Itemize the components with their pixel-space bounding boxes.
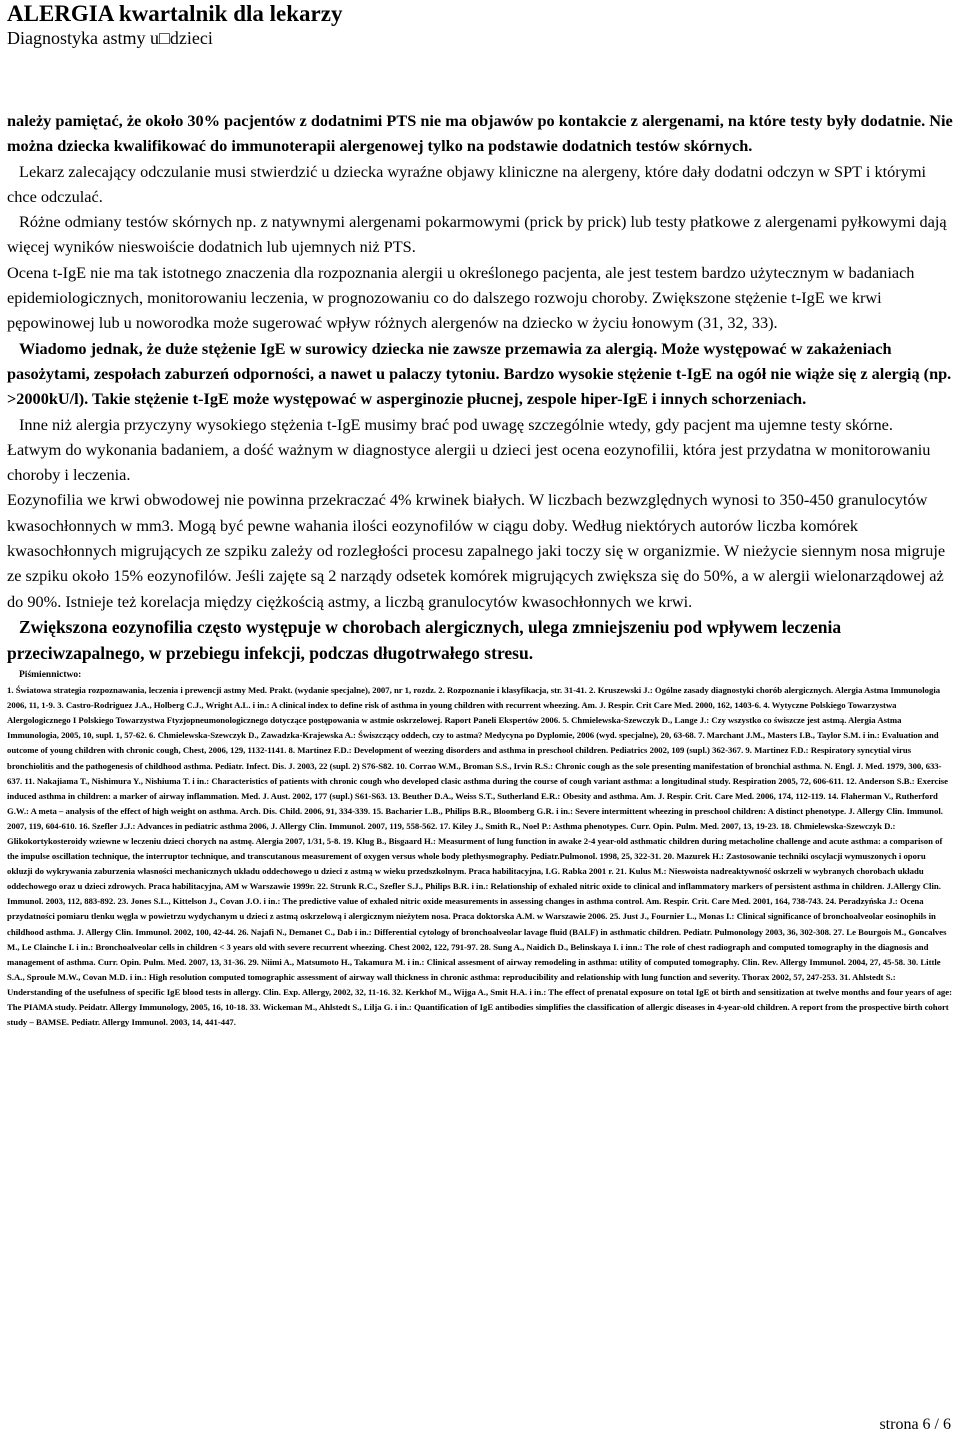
paragraph-6: Inne niż alergia przyczyny wysokiego stężenia t-IgE musimy brać pod uwagę szczególnie wtedy, gdy pacjent ma ujemne testy skórne.	[19, 414, 893, 434]
paragraph-2: Lekarz zalecający odczulanie musi stwierdzić u dziecka wyraźne objawy kliniczne na alergeny, które dały dodatni odczyn w SPT i którymi chce odczulać.	[7, 161, 927, 206]
paragraph-1: należy pamiętać, że około 30% pacjentów z dodatnimi PTS nie ma objawów po kontakcie z alergenami, na które testy były dodatnie. Nie można dziecka kwalifikować do immunoterapii alergenowej tylko na podstawie dodatnich testów skórnych.	[7, 111, 953, 156]
paragraph-5: Wiadomo jednak, że duże stężenie IgE w surowicy dziecka nie zawsze przemawia za alergią. Może występować w zakażeniach pasożytami, zespołach zaburzeń odporności, a nawet u palaczy tytoniu. Bardzo wysokie stężenie t-IgE na ogół nie wiąże się z alergią (np. >2000kU/l). Takie stężenie t-IgE może występować w asperginozie płucnej, zespole hiper-IgE i innych schorzeniach.	[7, 338, 952, 409]
page-header	[7, 0, 342, 49]
paragraph-4: Ocena t-IgE nie ma tak istotnego znaczenia dla rozpoznania alergii u określonego pacjenta, ale jest testem bardzo użytecznym w badaniach epidemiologicznych, monitorowaniu leczenia, w prognozowaniu co do dalszego rozwoju choroby. Zwiększone stężenie t-IgE we krwi pępowinowej lub u noworodka może sugerować wpływ różnych alergenów na dziecko w życiu łonowym (31, 32, 33).	[7, 262, 915, 333]
journal-title: ALERGIA kwartalnik dla lekarzy	[7, 1, 343, 26]
references-title: Piśmiennictwo:	[19, 669, 82, 680]
paragraph-7: Łatwym do wykonania badaniem, a dość ważnym w diagnostyce alergii u dzieci jest ocena eozynofilii, która jest przydatna w monitorowaniu choroby i leczenia.	[7, 439, 931, 485]
page-number: strona 6 / 6	[879, 1416, 951, 1433]
paragraph-8: Eozynofilia we krwi obwodowej nie powinna przekraczać 4% krwinek białych. W liczbach bezwzględnych wynosi to 350-450 granulocytów kwasochłonnych w mm3. Mogą być pewne wahania ilości eozynofilów w ciągu doby. Według niektórych autorów liczba komórek kwasochłonnych migrujących ze szpiku zależy od rozległości procesu zapalnego jaki toczy się w organizmie. W nieżycie siennym nosa migruje ze szpiku około 15% eozynofilów. Jeśli zajęte są 2 narządy odsetek komórek migrujących zwiększa się do 50%, a w alergii wielonarządowej aż do 90%. Istnieje też korelacja między ciężkością astmy, a liczbą granulocytów kwasochłonnych we krwi.	[7, 490, 946, 611]
paragraph-3: Różne odmiany testów skórnych np. z natywnymi alergenami pokarmowymi (prick by prick) lub testy płatkowe z alergenami pyłkowymi dają więcej wyników nieswoiście dodatnich lub ujemnych niż PTS.	[7, 212, 947, 257]
paragraph-9: Zwiększona eozynofilia często występuje w chorobach alergicznych, ulega zmniejszeniu pod wpływem leczenia przeciwzapalnego, w przebiegu infekcji, podczas długotrwałego stresu.	[7, 616, 842, 663]
article-body	[7, 108, 953, 1030]
references-text: 1. Światowa strategia rozpoznawania, leczenia i prewencji astmy Med. Prakt. (wydanie specjalne), 2007, nr 1, rozdz. 2. Rozpoznanie i klasyfikacja, str. 31-41. 2. Kruszewski J.: Ogólne zasady diagnostyki chorób alergicznych. Alergia Astma Immunologia 2006, 11, 1-9. 3. Castro-Rodriguez J.A., Holberg C.J., Wright A.L. i in.: A clinical index to define risk of asthma in young children with recurrent wheezing. Am. J. Respir. Crit Care Med. 2000, 162, 1403-6. 4. Wytyczne Polskiego Towarzystwa Alergologicznego I Polskiego Towarzystwa Ftyzjopneumonologicznego dotyczące postępowania w astmie oskrzelowej. Raport Paneli Ekspertów 2006. 5. Chmielewska-Szewczyk D., Lange J.: Czy wszystko co świszcze jest astmą. Alergia Astma Immunologia, 2005, 10, supl. 1, 57-62. 6. Chmielewska-Szewczyk D., Zawadzka-Krajewska A.: Świszczący oddech, czy to astma? Medycyna po Dyplomie, 2006 (wyd. specjalne), 20, 63-68. 7. Marchant J.M., Masters I.B., Taylor S.M. i in.: Evaluation and outcome of young children with chronic cough, Chest, 2006, 129, 1132-1141. 8. Martinez F.D.: Development of weezing disorders and asthma in preschool children. Pediatrics 2002, 109 (supl.) 362-367. 9. Martinez F.D.: Respiratory syncytial virus bronchiolitis and the pathogenesis of childhood asthma. Pediatr. Infect. Dis. J. 2003, 22 (supl. 2) S76-S82. 10. Corrao W.M., Broman S.S., Irvin R.S.: Chronic cough as the sole presenting manifestation of bronchial asthma. N. Engl. J. Med. 1979, 300, 633-637. 11. Nakajiama T., Nishimura Y., Nishiuma T. i in.: Characteristics of patients with chronic cough who developed clasic asthma during the course of cough variant asthma: a longitudinal study. Respiration 2005, 72, 606-611. 12. Anderson S.B.: Exercise induced asthma in children: a marker of airway inflammation. Med. J. Aust. 2002, 177 (supl.) S61-S63. 13. Beuther D.A., Weiss S.T., Sutherland E.R.: Obesity and asthma. Am. J. Respir. Crit. Care Med. 2006, 174, 112-119. 14. Flaherman V., Rutherford G.W.: A meta – analysis of the effect of high weight on asthma. Arch. Dis. Child. 2006, 91, 334-339. 15. Bacharier L.B., Philips B.R., Bloomberg G.R. i in.: Severe intermittent wheezing in preschool children: A distinct phenotype. J. Allergy Clin. Immunol. 2007, 119, 604-610. 16. Szefler J.J.: Advances in pediatric asthma 2006, J. Allergy Clin. Immunol. 2007, 119, 558-562. 17. Kiley J., Smith R., Noel P.: Asthma phenotypes. Curr. Opin. Pulm. Med. 2007, 13, 19-23. 18. Chmielewska-Szewczyk D.: Glikokortykosteroidy wziewne w leczeniu dzieci chorych na astmę. Alergia 2007, 1/31, 5-8. 19. Klug B., Bisgaard H.: Measurment of lung function in awake 2-4 year-old asthmatic children during metacholine challenge and acute asthma: a comparison of the impulse oscillation technique, the interruptor technique, and transcutanous measurement of oxygen versus whole body plethysmography. Pediatr.Pulmonol. 1998, 25, 322-31. 20. Mazurek H.: Zastosowanie techniki oscylacji wymuszonych i oporu okluzji do wykrywania zaburzenia własności mechanicznych układu oddechowego u dzieci z astmą w wieku przedszkolnym. Praca habilitacyjna, I.G. Rabka 2001 r. 21. Kulus M.: Nieswoista nadreaktywność oskrzeli w wybranych chorobach układu oddechowego oraz u dzieci zdrowych. Praca habilitacyjna, AM w Warszawie 1999r. 22. Strunk R.C., Szefler S.J., Philips B.R. i in.: Relationship of exhaled nitric oxide to clinical and inflammatory markers of persistent asthma in children. J.Allergy Clin. Immunol. 2003, 112, 883-892. 23. Jones S.L., Kittelson J., Covan J.O. i in.: The predictive value of exhaled nitric oxide measurements in assessing changes in asthma control. Am. Respir. Crit. Care Med. 2001, 164, 738-743. 24. Peradzyńska J.: Ocena przydatności pomiaru tlenku węgla w powietrzu wydychanym u dzieci z astmą oskrzelową i alergicznym nieżytem nosa. Praca doktorska A.M. w Warszawie 2006. 25. Just J., Fournier L., Monas I.: Clinical significance of bronchoalveolar eosinophils in childhood asthma. J. Allergy Clin. Immunol. 2002, 100, 42-44. 26. Najafi N., Demanet C., Dab i in.: Differential cytology of bronchoalveolar lavage fluid (BALF) in asthmatic children. Pediatr. Pulmonology 2003, 36, 302-308. 27. Le Bourgois M., Goncalves M., Le Clainche I. i in.: Bronchoalveolar cells in children < 3 years old with severe recurrent wheezing. Chest 2002, 122, 791-97. 28. Sung A., Naidich D., Belinskaya I. i inn.: The role of chest radiograph and computed tomography in the diagnosis and management of asthma. Curr. Opin. Pulm. Med. 2007, 13, 31-36. 29. Niimi A., Matsumoto H., Takamura M. i in.: Clinical assesment of airway remodeling in asthma: utility of computed tomography. Clin. Rev. Allergy Immunol. 2004, 27, 45-58. 30. Little S.A., Sproule M.W., Covan M.D. i in.: High resolution computed tomographic assessment of airway wall thickness in chronic asthma: reproducibility and relationship with lung function and severity. Thorax 2002, 57, 247-253. 31. Ahlstedt S.: Understanding of the usefulness of specific IgE blood tests in allergy. Clin. Exp. Allergy, 2002, 32, 11-16. 32. Kerkhof M., Wijga A., Smit H.A. i in.: The effect of prenatal exposure on total IgE ot birth and sensitization at twelve months and four years of age: The PIAMA study. Peidatr. Allergy Immunology, 2005, 16, 10-18. 33. Wickeman M., Ahlstedt S., Lilja G. i in.: Quantification of IgE antibodies simplifies the classification of allergic diseases in 4-year-old children. A report from the prospective birth cohort study – BAMSE. Pediatr. Allergy Immunol. 2003, 14, 441-447.	[7, 685, 953, 1028]
references	[7, 668, 953, 1030]
article-title: Diagnostyka astmy u□dzieci	[7, 28, 213, 48]
